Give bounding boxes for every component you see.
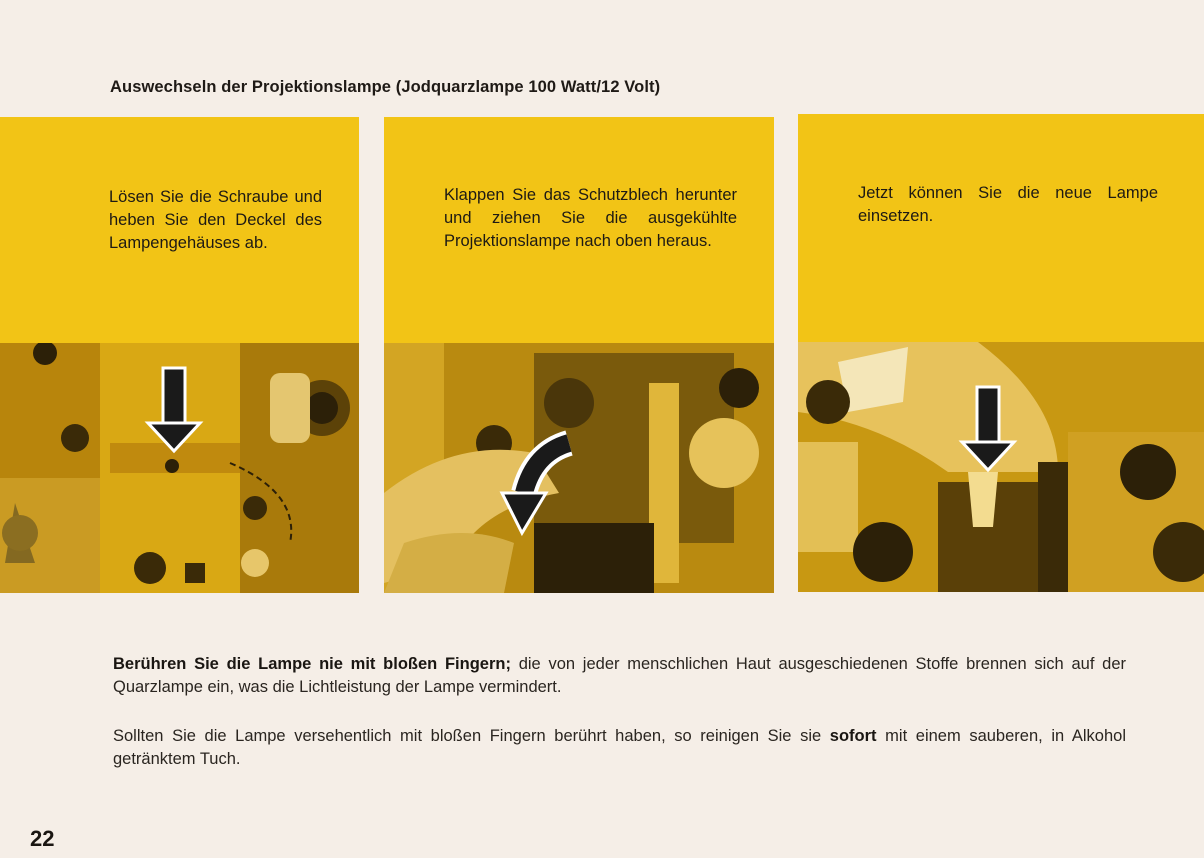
cleaning-bold-text: sofort	[829, 727, 877, 745]
warning-rest-text: die von jeder menschlichen Haut ausgeschiedenen Stoffe brennen sich auf der Quarzlampe ein, was die Lichtleistung der Lampe vermindert.	[113, 655, 1126, 696]
cleaning-text-before: Sollten Sie die Lampe versehentlich mit bloßen Fingern berührt haben, so reinigen Sie sie	[113, 727, 830, 745]
warning-bold-text: Berühren Sie die Lampe nie mit bloßen Fingern;	[113, 655, 511, 673]
step-panel-2	[384, 117, 774, 593]
page-number: 22	[30, 826, 55, 851]
step-caption-3: Jetzt können Sie die neue Lampe einsetzen.	[858, 184, 1158, 225]
step-photo-3	[798, 342, 1204, 592]
step-caption-1: Lösen Sie die Schraube und heben Sie den Deckel des Lampengehäuses ab.	[109, 188, 322, 252]
step-panel-1	[0, 117, 359, 593]
step-panel-3	[798, 114, 1204, 592]
cleaning-text-after: mit einem sauberen, in Alkohol getränktem Tuch.	[113, 727, 1126, 768]
step-photo-1	[0, 343, 359, 593]
step-caption-2: Klappen Sie das Schutzblech herunter und ziehen Sie die ausgekühlte Projektionslampe nach oben heraus.	[444, 186, 737, 250]
step-photo-2	[384, 343, 774, 593]
warning-paragraph	[113, 653, 1126, 699]
page-heading: Auswechseln der Projektionslampe (Jodquarzlampe 100 Watt/12 Volt)	[110, 78, 661, 96]
cleaning-paragraph	[113, 725, 1126, 771]
